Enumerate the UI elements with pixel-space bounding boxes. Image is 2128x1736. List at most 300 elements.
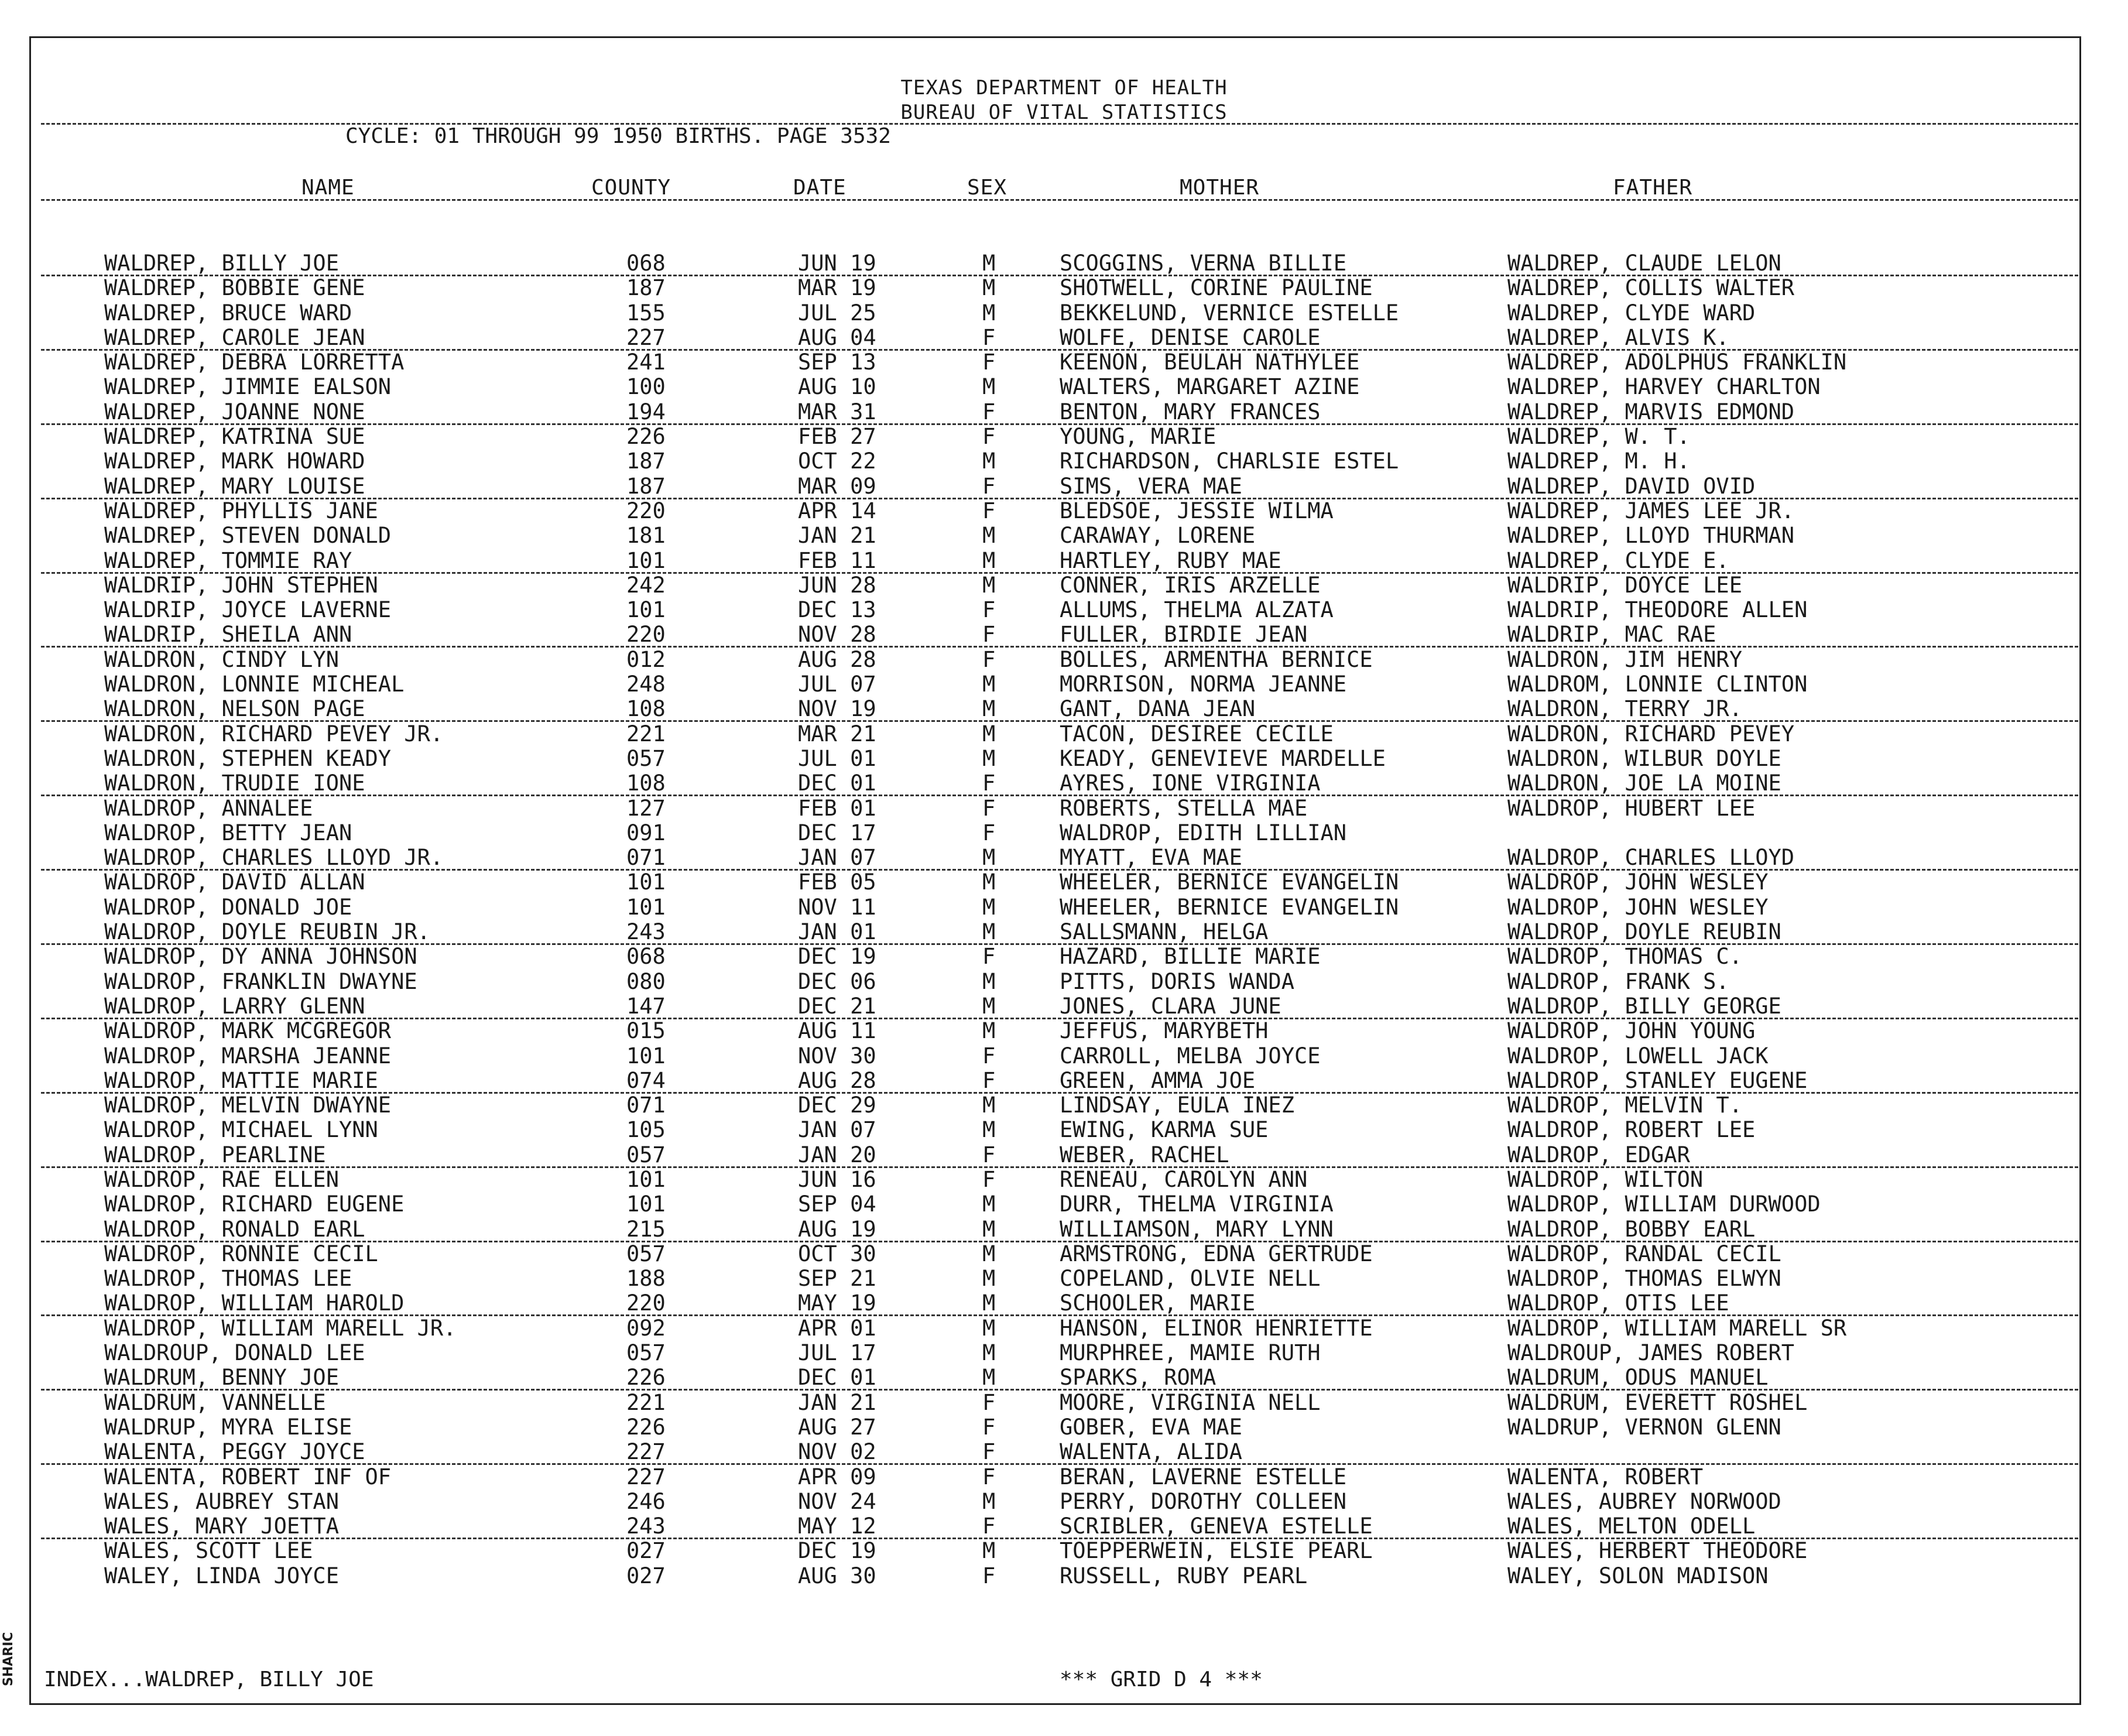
cell-date: JUN 19 [798,251,876,276]
cell-name: WALDRIP, JOHN STEPHEN [104,572,378,598]
table-row [0,1018,2128,1043]
cell-county: 101 [626,1166,666,1192]
cell-date: AUG 28 [798,1067,876,1093]
table-row [0,498,2128,523]
cell-date: NOV 11 [798,894,876,920]
table-row [0,1514,2128,1538]
cell-name: WALDRON, STEPHEN KEADY [104,745,392,771]
cell-county: 187 [626,473,666,499]
cell-sex: F [982,350,996,375]
table-row [0,275,2128,300]
cell-mother: BEKKELUND, VERNICE ESTELLE [1060,300,1399,326]
table-row [0,622,2128,646]
cell-father: WALDRIP, DOYCE LEE [1507,572,1742,598]
cell-county: 027 [626,1563,666,1588]
cell-father: WALDROP, MELVIN T. [1507,1093,1742,1118]
cell-county: 181 [626,523,666,549]
cell-father: WALDROP, EDGAR [1507,1142,1690,1167]
cell-father: WALDRUM, ODUS MANUEL [1507,1365,1769,1391]
cell-name: WALDRON, RICHARD PEVEY JR. [104,721,444,747]
cell-date: FEB 11 [798,547,876,573]
cell-sex: F [982,622,996,648]
cell-name: WALDROP, CHARLES LLOYD JR. [104,845,444,871]
cell-county: 226 [626,1365,666,1391]
cell-father: WALDROP, OTIS LEE [1507,1290,1729,1316]
cell-father: WALDREP, HARVEY CHARLTON [1507,374,1821,400]
cell-father: WALDREP, ALVIS K. [1507,324,1729,350]
table-row [0,1390,2128,1415]
cell-name: WALDREP, MARY LOUISE [104,473,365,499]
cell-name: WALDRUP, MYRA ELISE [104,1414,352,1440]
cell-sex: M [982,1093,996,1118]
cell-date: FEB 01 [798,795,876,821]
table-row [0,647,2128,672]
cycle-line: CYCLE: 01 THROUGH 99 1950 BIRTHS. PAGE 3532 [345,124,891,148]
cell-county: 242 [626,572,666,598]
cell-sex: M [982,251,996,276]
cell-mother: SPARKS, ROMA [1060,1365,1217,1391]
cell-mother: AYRES, IONE VIRGINIA [1060,771,1321,796]
cell-father: WALDRUM, EVERETT ROSHEL [1507,1389,1808,1415]
table-row [0,721,2128,746]
cell-father: WALDROP, ROBERT LEE [1507,1117,1756,1143]
cell-father: WALDRON, WILBUR DOYLE [1507,745,1781,771]
cell-date: APR 09 [798,1464,876,1490]
cell-mother: TOEPPERWEIN, ELSIE PEARL [1060,1538,1373,1564]
side-label: SHARIC [1,1632,16,1686]
table-row [0,1439,2128,1464]
table-row [0,1142,2128,1167]
cell-mother: CARAWAY, LORENE [1060,523,1256,549]
col-header-county: COUNTY [591,176,671,200]
table-row [0,597,2128,622]
cell-father: WALDRON, RICHARD PEVEY [1507,721,1795,747]
cell-name: WALDREP, JOANNE NONE [104,399,365,424]
cell-father: WALDRON, JOE LA MOINE [1507,771,1781,796]
cell-county: 068 [626,944,666,970]
cell-father: WALDROP, JOHN WESLEY [1507,894,1769,920]
cell-mother: WHEELER, BERNICE EVANGELIN [1060,894,1399,920]
cell-name: WALDROP, RONNIE CECIL [104,1241,378,1266]
cell-county: 091 [626,820,666,845]
cell-father: WALDROM, LONNIE CLINTON [1507,672,1808,697]
cell-date: MAR 21 [798,721,876,747]
cell-sex: F [982,820,996,845]
cell-mother: BLEDSOE, JESSIE WILMA [1060,498,1334,523]
cell-county: 108 [626,696,666,722]
cell-date: MAY 12 [798,1514,876,1539]
cell-name: WALDREP, MARK HOWARD [104,448,365,474]
cell-name: WALDROP, LARRY GLENN [104,993,365,1019]
cell-county: 100 [626,374,666,400]
cell-sex: M [982,1216,996,1242]
cell-sex: M [982,1018,996,1044]
table-row [0,895,2128,919]
cell-county: 220 [626,622,666,648]
cell-county: 227 [626,324,666,350]
cell-mother: EWING, KARMA SUE [1060,1117,1269,1143]
cell-date: DEC 29 [798,1093,876,1118]
cell-name: WALDRIP, SHEILA ANN [104,622,352,648]
cell-sex: M [982,968,996,994]
cell-mother: KEENON, BEULAH NATHYLEE [1060,350,1360,375]
cell-mother: GREEN, AMMA JOE [1060,1067,1256,1093]
table-row [0,374,2128,399]
table-row [0,399,2128,424]
cell-county: 105 [626,1117,666,1143]
cell-date: APR 14 [798,498,876,523]
cell-name: WALDREP, BOBBIE GENE [104,275,365,301]
cell-mother: WILLIAMSON, MARY LYNN [1060,1216,1334,1242]
cell-father: WALDRUP, VERNON GLENN [1507,1414,1781,1440]
cell-sex: F [982,1067,996,1093]
cell-county: 092 [626,1315,666,1341]
cell-sex: F [982,597,996,623]
cell-father: WALENTA, ROBERT [1507,1464,1704,1490]
cell-name: WALES, MARY JOETTA [104,1514,339,1539]
cell-mother: BENTON, MARY FRANCES [1060,399,1321,424]
table-row [0,796,2128,820]
table-row [0,1415,2128,1439]
col-header-sex: SEX [967,176,1008,200]
cell-sex: F [982,1563,996,1588]
cell-county: 187 [626,275,666,301]
cell-father: WALDREP, COLLIS WALTER [1507,275,1795,301]
table-row [0,969,2128,994]
cell-date: DEC 19 [798,944,876,970]
cell-father: WALDREP, CLYDE E. [1507,547,1729,573]
cell-county: 057 [626,1142,666,1167]
cell-date: OCT 30 [798,1241,876,1266]
cell-name: WALDREP, KATRINA SUE [104,424,365,450]
cell-mother: GOBER, EVA MAE [1060,1414,1242,1440]
cell-sex: M [982,1191,996,1217]
table-row [0,1117,2128,1142]
table-row [0,771,2128,795]
table-row [0,548,2128,573]
cell-sex: F [982,1389,996,1415]
cell-county: 127 [626,795,666,821]
cell-name: WALDROP, RAE ELLEN [104,1166,339,1192]
cell-father: WALDREP, ADOLPHUS FRANKLIN [1507,350,1847,375]
cell-father: WALDREP, W. T. [1507,424,1690,450]
cell-father: WALDREP, CLAUDE LELON [1507,251,1781,276]
cell-father: WALDROP, LOWELL JACK [1507,1043,1769,1069]
cell-county: 071 [626,1093,666,1118]
cell-date: DEC 21 [798,993,876,1019]
table-row [0,994,2128,1018]
cell-father: WALDREP, LLOYD THURMAN [1507,523,1795,549]
cell-county: 101 [626,597,666,623]
cell-county: 220 [626,498,666,523]
cell-mother: RENEAU, CAROLYN ANN [1060,1166,1308,1192]
table-row [0,300,2128,325]
cell-name: WALDRON, NELSON PAGE [104,696,365,722]
cell-name: WALDROP, DY ANNA JOHNSON [104,944,417,970]
cell-mother: WALTERS, MARGARET AZINE [1060,374,1360,400]
header-department: TEXAS DEPARTMENT OF HEALTH [900,76,1228,100]
cell-county: 080 [626,968,666,994]
table-row [0,474,2128,498]
cell-date: NOV 24 [798,1488,876,1514]
cell-sex: M [982,745,996,771]
cell-date: NOV 19 [798,696,876,722]
cell-name: WALDRON, CINDY LYN [104,646,339,672]
cell-name: WALDREP, TOMMIE RAY [104,547,352,573]
table-row [0,1538,2128,1563]
cell-mother: LINDSAY, EULA INEZ [1060,1093,1294,1118]
cell-date: JUL 17 [798,1340,876,1366]
table-row [0,1241,2128,1266]
cell-father: WALDROP, WILLIAM DURWOOD [1507,1191,1821,1217]
col-header-mother: MOTHER [1180,176,1260,200]
cell-date: SEP 21 [798,1266,876,1292]
cell-name: WALDROP, FRANKLIN DWAYNE [104,968,417,994]
cell-county: 057 [626,1340,666,1366]
cell-father: WALDROP, WILLIAM MARELL SR [1507,1315,1847,1341]
cell-sex: F [982,771,996,796]
cell-county: 068 [626,251,666,276]
cell-mother: GANT, DANA JEAN [1060,696,1256,722]
cell-name: WALDROP, MICHAEL LYNN [104,1117,378,1143]
cell-father: WALDROP, FRANK S. [1507,968,1729,994]
cell-date: JAN 21 [798,523,876,549]
cell-father: WALDROP, WILTON [1507,1166,1704,1192]
cell-sex: M [982,993,996,1019]
cell-father: WALDROP, CHARLES LLOYD [1507,845,1795,871]
table-row [0,944,2128,968]
cell-father: WALDROP, JOHN YOUNG [1507,1018,1756,1044]
cell-date: AUG 30 [798,1563,876,1588]
cell-county: 243 [626,919,666,945]
cell-father: WALDROP, DOYLE REUBIN [1507,919,1781,945]
cell-mother: CONNER, IRIS ARZELLE [1060,572,1321,598]
table-row [0,869,2128,894]
cell-county: 057 [626,1241,666,1266]
cell-date: JUN 16 [798,1166,876,1192]
cell-name: WALDROP, RICHARD EUGENE [104,1191,405,1217]
cell-sex: F [982,1464,996,1490]
cell-county: 101 [626,547,666,573]
cell-date: MAY 19 [798,1290,876,1316]
cell-county: 057 [626,745,666,771]
cell-mother: ARMSTRONG, EDNA GERTRUDE [1060,1241,1373,1266]
cell-date: DEC 13 [798,597,876,623]
cell-mother: MORRISON, NORMA JEANNE [1060,672,1347,697]
table-row [0,1217,2128,1241]
cell-father: WALDREP, CLYDE WARD [1507,300,1756,326]
header-bureau: BUREAU OF VITAL STATISTICS [900,101,1228,124]
cell-county: 027 [626,1538,666,1564]
cell-date: AUG 11 [798,1018,876,1044]
cell-name: WALES, AUBREY STAN [104,1488,339,1514]
cell-mother: JONES, CLARA JUNE [1060,993,1281,1019]
cell-county: 101 [626,1043,666,1069]
cell-sex: M [982,1538,996,1564]
cell-name: WALDRUM, BENNY JOE [104,1365,339,1391]
cell-mother: PERRY, DOROTHY COLLEEN [1060,1488,1347,1514]
cell-name: WALES, SCOTT LEE [104,1538,313,1564]
cell-mother: SCOGGINS, VERNA BILLIE [1060,251,1347,276]
cell-sex: M [982,547,996,573]
cell-name: WALDROUP, DONALD LEE [104,1340,365,1366]
cell-name: WALDRUM, VANNELLE [104,1389,326,1415]
cell-date: JUN 28 [798,572,876,598]
table-row [0,448,2128,473]
table-row [0,1266,2128,1290]
table-row [0,746,2128,771]
cell-county: 101 [626,869,666,895]
cell-county: 226 [626,1414,666,1440]
cell-county: 187 [626,448,666,474]
cell-county: 243 [626,1514,666,1539]
cell-sex: F [982,944,996,970]
cell-date: JAN 20 [798,1142,876,1167]
cell-name: WALDROP, DOYLE REUBIN JR. [104,919,430,945]
cell-name: WALENTA, PEGGY JOYCE [104,1439,365,1465]
cell-sex: M [982,919,996,945]
cell-mother: WEBER, RACHEL [1060,1142,1229,1167]
cell-date: FEB 27 [798,424,876,450]
cell-name: WALDREP, CAROLE JEAN [104,324,365,350]
cell-sex: M [982,1365,996,1391]
cell-mother: BERAN, LAVERNE ESTELLE [1060,1464,1347,1490]
cell-sex: M [982,1315,996,1341]
cell-mother: HANSON, ELINOR HENRIETTE [1060,1315,1373,1341]
table-row [0,1068,2128,1093]
cell-mother: WOLFE, DENISE CAROLE [1060,324,1321,350]
cell-date: SEP 04 [798,1191,876,1217]
table-row [0,325,2128,350]
cell-name: WALDREP, JIMMIE EALSON [104,374,392,400]
cell-mother: HARTLEY, RUBY MAE [1060,547,1281,573]
cell-name: WALDROP, THOMAS LEE [104,1266,352,1292]
cell-father: WALES, HERBERT THEODORE [1507,1538,1808,1564]
cell-sex: F [982,424,996,450]
table-row [0,1316,2128,1340]
cell-sex: F [982,1166,996,1192]
cell-mother: WALDROP, EDITH LILLIAN [1060,820,1347,845]
cell-sex: F [982,399,996,424]
cell-mother: RUSSELL, RUBY PEARL [1060,1563,1308,1588]
cell-date: DEC 17 [798,820,876,845]
cell-mother: COPELAND, OLVIE NELL [1060,1266,1321,1292]
cell-name: WALEY, LINDA JOYCE [104,1563,339,1588]
table-row [0,919,2128,944]
cell-mother: KEADY, GENEVIEVE MARDELLE [1060,745,1386,771]
footer-grid: *** GRID D 4 *** [1060,1667,1263,1692]
cell-date: NOV 02 [798,1439,876,1465]
cell-mother: WALENTA, ALIDA [1060,1439,1242,1465]
cell-mother: JEFFUS, MARYBETH [1060,1018,1269,1044]
cell-date: FEB 05 [798,869,876,895]
cell-mother: CARROLL, MELBA JOYCE [1060,1043,1321,1069]
table-row [0,251,2128,275]
cell-county: 074 [626,1067,666,1093]
cell-name: WALDREP, BRUCE WARD [104,300,352,326]
cell-date: JUL 25 [798,300,876,326]
cell-name: WALDROP, BETTY JEAN [104,820,352,845]
table-row [0,424,2128,448]
cell-name: WALDRON, LONNIE MICHEAL [104,672,405,697]
cell-father: WALDROP, THOMAS ELWYN [1507,1266,1781,1292]
cell-mother: SCRIBLER, GENEVA ESTELLE [1060,1514,1373,1539]
cell-name: WALDROP, RONALD EARL [104,1216,365,1242]
cell-name: WALDROP, DONALD JOE [104,894,352,920]
cell-father: WALDROP, BILLY GEORGE [1507,993,1781,1019]
records-table [0,251,2128,1588]
cell-county: 108 [626,771,666,796]
cell-father: WALEY, SOLON MADISON [1507,1563,1769,1588]
cell-father: WALDROP, HUBERT LEE [1507,795,1756,821]
table-row [0,1043,2128,1068]
cell-date: SEP 13 [798,350,876,375]
cell-sex: F [982,1514,996,1539]
table-row [0,1489,2128,1514]
column-header-rule [41,199,2078,201]
cell-name: WALDROP, MARSHA JEANNE [104,1043,392,1069]
table-row [0,1167,2128,1191]
cell-date: AUG 04 [798,324,876,350]
cell-sex: M [982,300,996,326]
cell-father: WALDROP, THOMAS C. [1507,944,1742,970]
cell-sex: M [982,1488,996,1514]
cell-name: WALDREP, BILLY JOE [104,251,339,276]
cell-sex: F [982,324,996,350]
footer-index: INDEX...WALDREP, BILLY JOE [44,1667,374,1692]
cell-county: 221 [626,721,666,747]
cell-mother: FULLER, BIRDIE JEAN [1060,622,1308,648]
cell-county: 227 [626,1439,666,1465]
table-row [0,820,2128,845]
cell-date: MAR 31 [798,399,876,424]
cell-date: MAR 19 [798,275,876,301]
table-row [0,1464,2128,1489]
cell-county: 220 [626,1290,666,1316]
cell-father: WALDREP, DAVID OVID [1507,473,1756,499]
cell-date: MAR 09 [798,473,876,499]
cell-date: NOV 30 [798,1043,876,1069]
cell-date: DEC 01 [798,771,876,796]
cell-sex: M [982,845,996,871]
cell-name: WALDREP, STEVEN DONALD [104,523,392,549]
cell-sex: M [982,374,996,400]
cell-mother: SHOTWELL, CORINE PAULINE [1060,275,1373,301]
cell-father: WALDRIP, MAC RAE [1507,622,1716,648]
table-row [0,1340,2128,1365]
table-row [0,573,2128,597]
cell-name: WALDROP, WILLIAM MARELL JR. [104,1315,457,1341]
cell-county: 241 [626,350,666,375]
table-row [0,1093,2128,1117]
cell-mother: ALLUMS, THELMA ALZATA [1060,597,1334,623]
cell-county: 015 [626,1018,666,1044]
cell-name: WALDROP, WILLIAM HAROLD [104,1290,405,1316]
cell-mother: SCHOOLER, MARIE [1060,1290,1256,1316]
cell-father: WALDRIP, THEODORE ALLEN [1507,597,1808,623]
cell-sex: F [982,473,996,499]
cell-father: WALES, MELTON ODELL [1507,1514,1756,1539]
cell-county: 071 [626,845,666,871]
cell-name: WALDROP, ANNALEE [104,795,313,821]
cell-county: 246 [626,1488,666,1514]
cell-date: DEC 01 [798,1365,876,1391]
cell-mother: PITTS, DORIS WANDA [1060,968,1294,994]
table-row [0,350,2128,374]
cell-date: AUG 27 [798,1414,876,1440]
cell-name: WALDRON, TRUDIE IONE [104,771,365,796]
cell-county: 248 [626,672,666,697]
